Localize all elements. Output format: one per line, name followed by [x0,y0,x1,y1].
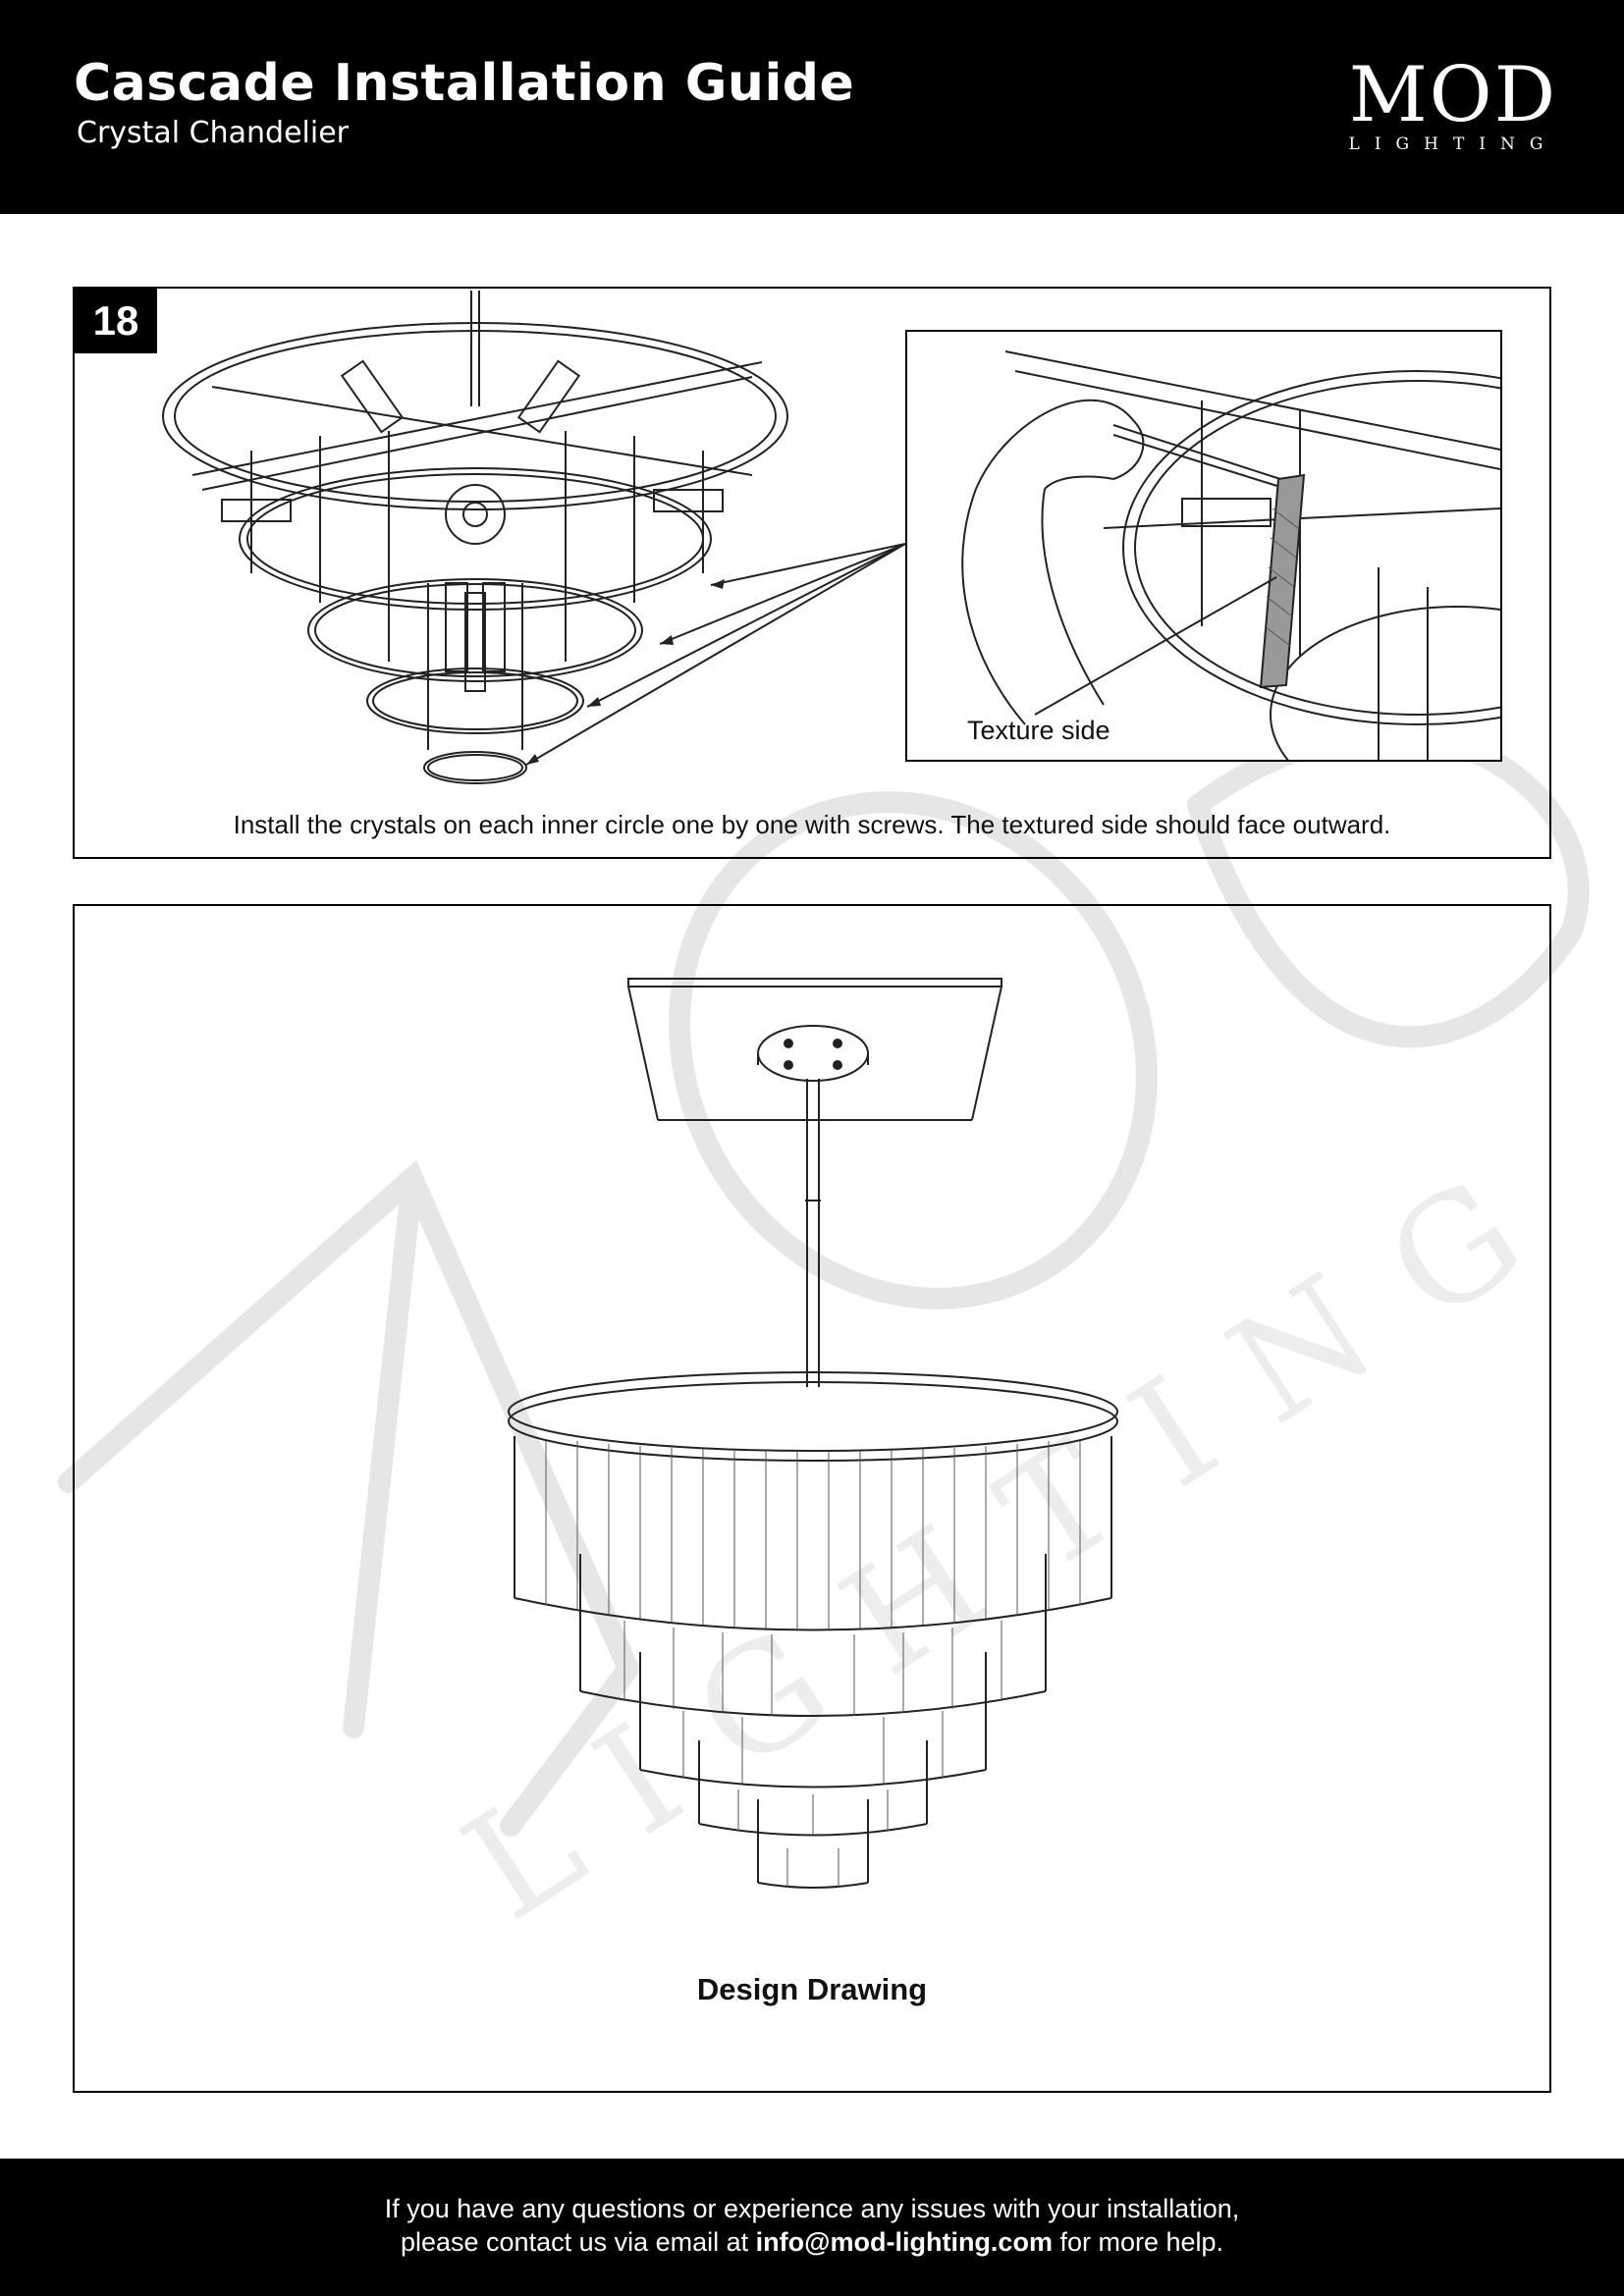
page-header [0,0,1624,214]
texture-side-label: Texture side [967,716,1110,745]
document-title: Cascade Installation Guide [74,54,855,113]
brand-logo [1340,51,1566,162]
footer-contact-prefix: please contact us via email at [400,2227,756,2257]
footer-help-text: If you have any questions or experience any issues with your installation, [384,2194,1240,2223]
logo-wordmark: MOD [1348,51,1558,139]
support-email-link[interactable]: info@mod-lighting.com [755,2227,1053,2257]
step-instruction: Install the crystals on each inner circle one by one with screws. The textured side should face outward. [233,810,1391,839]
svg-text:LIGHTING: LIGHTING [436,1115,1600,1954]
step-panel [73,287,1551,859]
detail-inset [905,330,1502,762]
design-drawing-panel [73,904,1551,2093]
document-subtitle: Crystal Chandelier [77,116,350,150]
step-number-badge: 18 [75,289,157,353]
logo-subtext: LIGHTING [1348,134,1558,154]
footer-contact-text [0,2225,1624,2259]
screwdriver-detail-illustration [907,332,1500,760]
footer-contact-suffix: for more help. [1052,2227,1224,2257]
design-drawing-caption: Design Drawing [696,1972,928,2006]
page-footer [0,2159,1624,2296]
chandelier-design-illustration [75,906,1549,2091]
